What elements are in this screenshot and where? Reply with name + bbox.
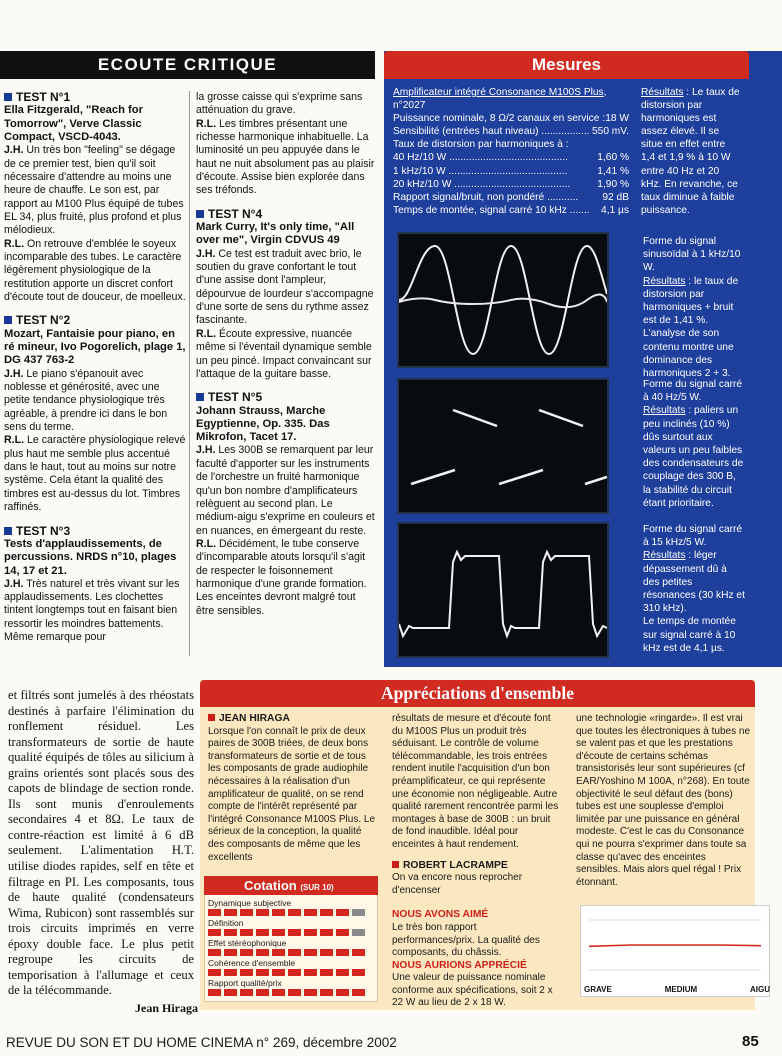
mesures-row: Temps de montée, signal carré 10 kHz ....... 4,1 µs <box>393 204 629 216</box>
cotation-bar-segment <box>288 909 301 916</box>
cotation-bars <box>208 969 376 976</box>
cotation-bar-segment <box>336 949 349 956</box>
cotation-bar-segment <box>240 949 253 956</box>
cotation-bar-segment <box>208 949 221 956</box>
appreciations-col-3 <box>576 713 752 889</box>
cotation-bar-segment <box>272 929 285 936</box>
test-2-rl: R.L. Le caractère physiologique relevé plus haut me semble plus accentué dans le haut, tout au moins sur notre système. Cela étant la qualité des timbres est au-dessus du lot. Timbres raffinés. <box>4 434 186 514</box>
bullet-square-icon <box>4 316 12 324</box>
ecoute-critique-header: ECOUTE CRITIQUE <box>0 51 375 79</box>
mesures-heading: Amplificateur intégré Consonance M100S Plus, n°2027 <box>393 87 607 112</box>
test-3-heading: TEST N°3 <box>4 525 186 538</box>
scope-note-1: Forme du signal sinusoïdal à 1 kHz/10 W. Résultats : le taux de distorsion par harmoniques + bruit est de 1,41 %. L'analyse de son contenu montre une dominance des harmoniques 2 + 3. <box>643 236 741 380</box>
cotation-bar-segment <box>224 949 237 956</box>
cotation-bar-segment <box>336 989 349 996</box>
page-number: 85 <box>742 1033 759 1050</box>
square-40hz-segment <box>411 470 455 484</box>
scope-note-2: Forme du signal carré à 40 Hz/5 W. Résultats : paliers un peu inclinés (10 %) dûs surtout aux valeurs un peu faibles des condensateurs de couplage des 300 B, la stabilité du circuit étant prioritaire. <box>643 379 744 509</box>
test-2-title: Mozart, Fantaisie pour piano, en ré mineur, Ivo Pogorelich, plage 1, DG 437 763-2 <box>4 327 186 367</box>
mesures-row: Taux de distorsion par harmoniques à : <box>393 139 569 151</box>
ecoute-column-left <box>4 91 186 645</box>
cotation-bar-segment <box>272 969 285 976</box>
bullet-square-icon <box>196 210 204 218</box>
cotation-bar-segment <box>352 909 365 916</box>
test-5-heading: TEST N°5 <box>196 391 376 404</box>
mesures-title: Mesures <box>384 51 749 79</box>
cotation-bar-segment <box>208 989 221 996</box>
cotation-label: Dynamique subjective <box>208 898 292 908</box>
column-divider <box>189 91 190 656</box>
frequency-curve-svg <box>581 906 769 984</box>
cotation-bar-segment <box>304 909 317 916</box>
test-5-jh: J.H. Les 300B se remarquent par leur faculté d'apporter sur les instruments de l'orchestre un fruité harmonique qu'un bon nombre d'amplificateurs relèguent au second plan. Le médium-aigu s'exprime en couleurs et en nuances, en émergeant du reste. <box>196 444 375 537</box>
appreciations-title: Appréciations d'ensemble <box>200 680 755 707</box>
curve-label-aigu: AIGU <box>750 985 770 994</box>
mesures-row: Puissance nominale, 8 Ω/2 canaux en service : 18 W <box>393 113 629 125</box>
cotation-bar-segment <box>288 969 301 976</box>
rl-name: ROBERT LACRAMPE <box>392 860 562 873</box>
col3-text: une technologie «ringarde». Il est vrai que toutes les électroniques à tubes ne se valent pas et que les prestations d'écoute de certains schémas transistorisés leur sont supérieures (cf EAR/Yoshino M 100A, n°268). En toute objectivité le seul défaut des (bons) tubes est une souplesse d'emploi limitée par une puissance en général modeste. C'est le cas du Consonance qui ne pourra s'exprimer dans toute sa classe qu'avec des enceintes sensibles. Mais alors quel régal ! Prix étonnant. <box>576 713 751 888</box>
ecoute-column-mid <box>196 91 376 618</box>
cotation-bar-segment <box>256 909 269 916</box>
cotation-bar-segment <box>288 949 301 956</box>
test-2-jh: J.H. Le piano s'épanouit avec noblesse et générosité, avec une petite tendance physiologique très agréable, à prendre ici dans le bon sens du terme. <box>4 367 168 434</box>
jh-text: Lorsque l'on connaît le prix de deux paires de 300B triées, de deux bons transformateurs de sortie et de tous les composants de grade audiophile nécessaires à la réalisation d'un amplificateur de qualité, on se rend compte de l'intérêt représenté par l'intégré Consonance M100S Plus. Le sérieux de la conception, la qualité des composants de même que les excellents <box>208 725 376 863</box>
cotation-bar-segment <box>256 969 269 976</box>
sine-waveform <box>399 234 607 366</box>
bullet-icon <box>392 861 399 868</box>
cotation-bar-segment <box>208 969 221 976</box>
cotation-bar-segment <box>336 909 349 916</box>
cotation-bar-segment <box>320 909 333 916</box>
cotation-bar-segment <box>304 929 317 936</box>
curve-label-grave: GRAVE <box>584 985 612 994</box>
cotation-bars <box>208 989 376 996</box>
square-40hz-segment <box>585 477 607 484</box>
test-5-title: Johann Strauss, Marche Egyptienne, Op. 335. Das Mikrofon, Tacet 17. <box>196 404 330 444</box>
cotation-bar-segment <box>256 949 269 956</box>
test-1-heading: TEST N°1 <box>4 91 186 104</box>
cotation-rows <box>208 898 376 998</box>
cotation-label: Définition <box>208 918 244 928</box>
cotation-bar-segment <box>240 969 253 976</box>
mesures-table <box>393 86 629 217</box>
oscilloscope-sine <box>397 232 609 368</box>
mesures-row: 20 kHz/10 W ......................................... 1,90 % <box>393 178 629 190</box>
cotation-bar-segment <box>256 989 269 996</box>
cotation-bar-segment <box>304 969 317 976</box>
test-1-rl: R.L. On retrouve d'emblée le soyeux incomparable des tubes. Le caractère légèrement physiologique de la restitution apporte un discret confort d'écoute tout de douceur, de moelleux. <box>4 237 186 304</box>
cotation-label: Cohérence d'ensemble <box>208 958 296 968</box>
mesures-row: Sensibilité (entrées haut niveau) ................. 550 mV. <box>393 126 629 138</box>
square-40hz-segment <box>499 470 543 484</box>
bullet-icon <box>208 714 215 721</box>
cotation-bar-segment <box>320 949 333 956</box>
scope-note-3: Forme du signal carré à 15 kHz/5 W. Résultats : léger dépassement dû à des petites résonances (30 kHz et 310 kHz). Le temps de montée sur signal carré à 10 kHz est de 4,1 µs. <box>643 524 745 654</box>
frequency-curve-chart <box>580 905 770 997</box>
mesures-row: Rapport signal/bruit, non pondéré ........... 92 dB <box>393 191 629 203</box>
cotation-bar-segment <box>208 929 221 936</box>
appreciations-col-2 <box>392 713 562 1010</box>
cotation-label: Rapport qualité/prix <box>208 978 282 988</box>
aime-title: NOUS AVONS AIMÉ <box>392 909 489 921</box>
cotation-bar-segment <box>352 929 365 936</box>
test-4-rl: R.L. Écoute expressive, nuancée même si l'éventail dynamique semble un peu pincé. Impact convaincant sur l'attaque de la guitare basse. <box>196 327 372 380</box>
apprecie-title: NOUS AURIONS APPRÉCIÉ <box>392 959 527 971</box>
cotation-bars <box>208 929 376 936</box>
test-3-continued: la grosse caisse qui s'exprime sans atténuation du grave. <box>196 91 363 117</box>
cotation-bar-segment <box>336 929 349 936</box>
cotation-bar-segment <box>224 909 237 916</box>
distortion-trace <box>399 294 607 307</box>
oscilloscope-square-15khz <box>397 522 609 658</box>
test-5-rl: R.L. Décidément, le tube conserve d'incomparable atouts lorsqu'il s'agit de respecter le foisonnement harmonique d'une grande formation. Les enceintes devront malgré tout être sensibles. <box>196 537 367 617</box>
frequency-response-line <box>589 945 761 946</box>
square-40hz-segment <box>539 410 583 426</box>
mesures-row: 40 Hz/10 W .......................................... 1,60 % <box>393 152 629 164</box>
cotation-bar-segment <box>240 989 253 996</box>
cotation-bar-segment <box>304 949 317 956</box>
cotation-bar-segment <box>224 969 237 976</box>
bullet-square-icon <box>196 393 204 401</box>
cotation-bar-segment <box>336 969 349 976</box>
test-2-heading: TEST N°2 <box>4 314 186 327</box>
bullet-square-icon <box>4 527 12 535</box>
cotation-bar-segment <box>224 929 237 936</box>
aime-text: Le très bon rapport performances/prix. La qualité des composants, du châssis. <box>392 921 540 959</box>
cotation-bar-segment <box>352 949 365 956</box>
test-1-title: Ella Fitzgerald, "Reach for Tomorrow", Verve Classic Compact, VSCD-4043. <box>4 104 143 143</box>
cotation-bar-segment <box>272 909 285 916</box>
cotation-bar-segment <box>288 989 301 996</box>
cotation-bar-segment <box>208 909 221 916</box>
cotation-bar-segment <box>320 969 333 976</box>
cotation-bar-segment <box>240 929 253 936</box>
cotation-bar-segment <box>304 989 317 996</box>
cotation-bar-segment <box>288 929 301 936</box>
cotation-bar-segment <box>320 929 333 936</box>
cotation-bar-segment <box>352 989 365 996</box>
test-4-title: Mark Curry, It's only time, "All over me", Virgin CDVUS 49 <box>196 221 355 247</box>
cotation-title: Cotation (SUR 10) <box>204 876 378 895</box>
jh-name: JEAN HIRAGA <box>208 713 378 726</box>
article-signature: Jean Hiraga <box>135 1001 198 1015</box>
curve-axis-labels <box>584 985 770 994</box>
cotation-label: Effet stéréophonique <box>208 938 287 948</box>
square-15khz-trace <box>399 552 607 636</box>
cotation-bar-segment <box>224 989 237 996</box>
cotation-bar-segment <box>320 989 333 996</box>
cotation-bar-segment <box>240 909 253 916</box>
oscilloscope-square-40hz <box>397 378 609 514</box>
article-continuation: et filtrés sont jumelés à des rhéostats destinés à parfaire l'élimination du ronflement résiduel. Les transformateurs de sortie de haute qualité équipés de tôles au silicium à grains orientés sont placés sous des capots de blindage de section ronde. Ils sont munis d'enroulements secondaires 4 et 8Ω. Le taux de contre-réaction est limité à 6 dB seulement. L'alimentation H.T. utilise diodes rapides, self en tête et filtrage en PI. Les composants, tous de haute qualité (condensateurs Wima, Rubicon) sont rassemblés sur trois circuits imprimés en verre époxy double face. Le plus petit regroupe les circuits de temporisation à l'allumage et ceux de la télécommande. <box>8 688 194 998</box>
cotation-bar-segment <box>272 989 285 996</box>
cotation-bars <box>208 909 376 916</box>
test-3-title: Tests d'applaudissements, de percussions. NRDS n°10, plages 14, 17 et 21. <box>4 537 177 577</box>
rl-text: On va encore nous reprocher d'encenser <box>392 872 523 896</box>
curve-label-medium: MEDIUM <box>664 985 698 994</box>
col2-text: résultats de mesure et d'écoute font du M100S Plus un produit très séduisant. Le contrôle de volume télécommandable, les trois entrées rendent inutile l'acquisition d'un bon préamplificateur, ce qui représente une économie non négligeable. Autre qualité rarement rencontrée parmi les montages à base de 300B : un bruit de fond inaudible. Idéal pour enceintes à haut rendement. <box>392 713 559 850</box>
cotation-bar-segment <box>272 949 285 956</box>
square-40hz-segment <box>453 410 497 426</box>
test-3-jh: J.H. Très naturel et très vivant sur les applaudissements. Les clochettes tintent longtemps tout en faisant bien ressortir les moindres battements. Même remarque pour <box>4 577 180 644</box>
bullet-square-icon <box>4 93 12 101</box>
footer-text: REVUE DU SON ET DU HOME CINEMA n° 269, décembre 2002 <box>6 1035 397 1050</box>
mesures-results: Résultats : Le taux de distorsion par harmoniques est assez élevé. Il se situe en effet entre 1,4 et 1,9 % à 10 W entre 40 Hz et 20 kHz. En revanche, ce taux diminue à faible puissance. <box>641 87 740 216</box>
cotation-bar-segment <box>352 969 365 976</box>
appreciations-col-1 <box>208 713 378 864</box>
test-4-heading: TEST N°4 <box>196 208 376 221</box>
test-3-rl: R.L. Les timbres présentant une richesse harmonique inhabituelle. La luminosité un peu appuyée dans le haut ne nuit absolument pas au plaisir d'écoute. Assise bien explorée dans ses tréfonds. <box>196 117 375 197</box>
apprecie-text: Une valeur de puissance nominale conforme aux spécifications, soit 2 x 22 W au lieu de 2 x 18 W. <box>392 972 553 1009</box>
test-4-jh: J.H. Ce test est traduit avec brio, le soutien du grave confortant le tout d'une assise dont l'ampleur, dépourvue de lourdeur s'accompagne d'une sorte de sens du rythme assez fascinante. <box>196 247 374 327</box>
mesures-row: 1 kHz/10 W .......................................... 1,41 % <box>393 165 629 177</box>
cotation-bars <box>208 949 376 956</box>
test-1-jh: J.H. Un très bon "feeling" se dégage de ce premier test, bien qu'il soit nécessaire d'attendre au moins une heure de chauffe. Le son est, par rapport au M100 Plus équipé de tubes EL 34, plus fruité, plus profond et plus mélodieux. <box>4 144 184 237</box>
cotation-bar-segment <box>256 929 269 936</box>
